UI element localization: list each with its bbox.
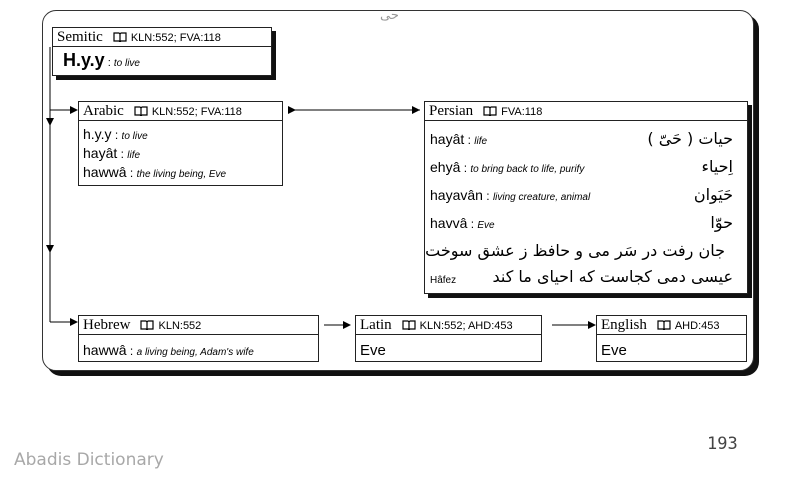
persian-entry: havvâ : Eve [430, 215, 495, 231]
persian-script: حَیَوان [693, 185, 733, 204]
book-icon [134, 106, 148, 116]
arabic-entry: hawwâ : the living being, Eve [83, 164, 227, 180]
header-word: حی [380, 8, 399, 23]
persian-language: Persian [429, 103, 474, 119]
semitic-root: H.y.y [63, 50, 105, 70]
arabic-sources: KLN:552; FVA:118 [151, 106, 242, 118]
english-word: Eve [601, 342, 627, 359]
hebrew-box [78, 315, 319, 362]
arabic-entry: h.y.y : to live [83, 126, 148, 142]
latin-header [356, 316, 541, 335]
book-icon [113, 32, 127, 42]
english-language: English [601, 317, 647, 333]
latin-language: Latin [360, 317, 392, 333]
arabic-entry: hayât : life [83, 145, 141, 161]
arabic-box [78, 101, 283, 186]
arabic-header [79, 102, 282, 121]
hebrew-header [79, 316, 318, 335]
semitic-gloss: to live [113, 58, 140, 69]
page-number: 193 [707, 434, 738, 454]
hebrew-language: Hebrew [83, 317, 131, 333]
persian-header [425, 102, 747, 121]
english-box [596, 315, 747, 362]
poet-name: Hâfez [430, 275, 457, 286]
poem-line-1: جان رفت در سَر می و حافظ ز عشق سوخت [425, 241, 725, 260]
semitic-box [52, 27, 272, 76]
semitic-root-row: H.y.y : to live [63, 50, 140, 70]
persian-box [424, 101, 748, 294]
persian-script: حیات ( حَیّ ) [647, 129, 733, 148]
persian-script: حوّا [710, 213, 733, 232]
book-icon [657, 320, 671, 330]
hebrew-entry: hawwâ : a living being, Adam's wife [83, 342, 254, 358]
english-sources: AHD:453 [674, 320, 720, 332]
latin-word: Eve [360, 342, 386, 359]
poem-line-2: عیسی دمی کجاست که احیای ما کند [492, 267, 733, 286]
english-header [597, 316, 746, 335]
persian-entry: hayât : life [430, 131, 488, 147]
book-icon [402, 320, 416, 330]
persian-script: اِحیاء [701, 157, 733, 176]
persian-entry: hayavân : living creature, animal [430, 187, 591, 203]
latin-box [355, 315, 542, 362]
site-name[interactable]: Abadis Dictionary [14, 450, 164, 470]
persian-entry: ehyâ : to bring back to life, purify [430, 159, 585, 175]
semitic-sources: KLN:552; FVA:118 [130, 32, 221, 44]
persian-sources: FVA:118 [501, 106, 543, 118]
arabic-language: Arabic [83, 103, 124, 119]
latin-sources: KLN:552; AHD:453 [419, 320, 513, 332]
book-icon [140, 320, 154, 330]
semitic-language: Semitic [57, 29, 103, 45]
semitic-header [53, 28, 271, 47]
book-icon [483, 106, 497, 116]
hebrew-sources: KLN:552 [158, 320, 202, 332]
